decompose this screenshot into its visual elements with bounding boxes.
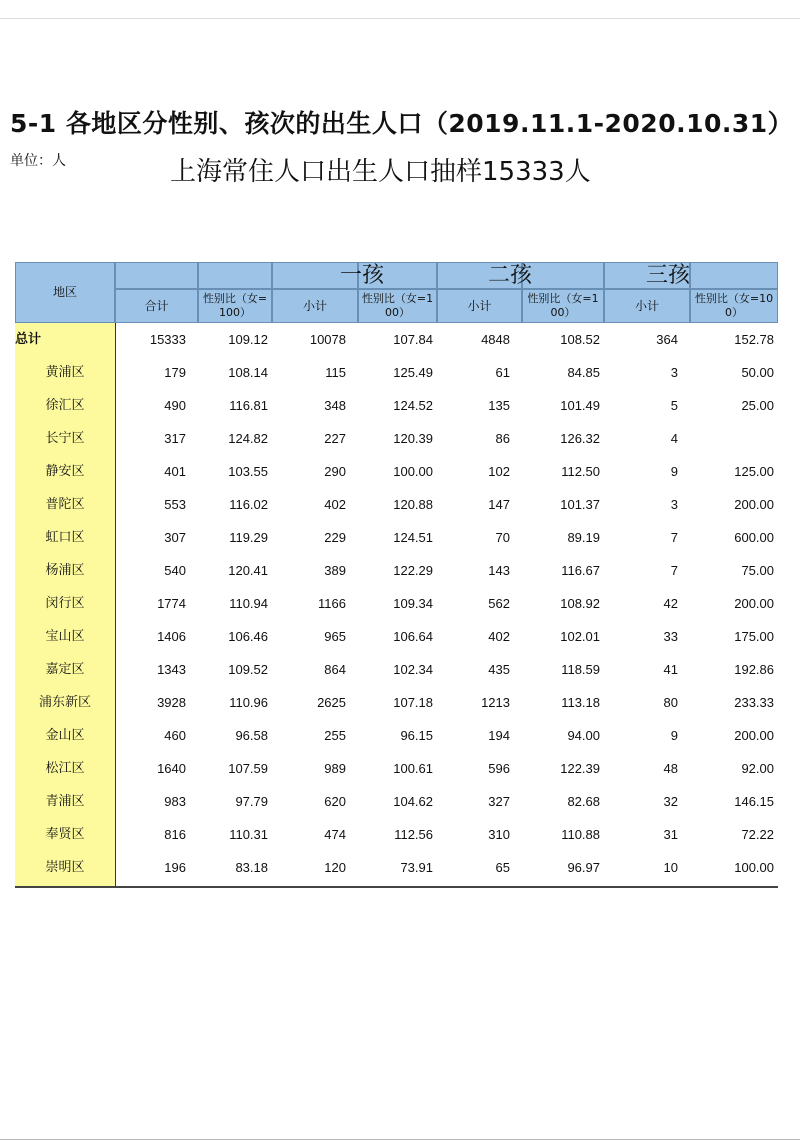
count-cell: 10 bbox=[663, 860, 678, 875]
table-row bbox=[15, 521, 778, 554]
count-cell: 7 bbox=[670, 530, 678, 545]
ratio-cell: 124.82 bbox=[228, 431, 268, 446]
ratio-cell: 103.55 bbox=[228, 464, 268, 479]
ratio-cell: 120.41 bbox=[228, 563, 268, 578]
count-cell: 348 bbox=[324, 398, 346, 413]
ratio-cell: 119.29 bbox=[229, 530, 268, 545]
count-cell: 4848 bbox=[481, 332, 510, 347]
count-cell: 3 bbox=[670, 497, 678, 512]
count-cell: 553 bbox=[164, 497, 186, 512]
count-cell: 4 bbox=[670, 431, 678, 446]
ratio-cell: 125.49 bbox=[393, 365, 433, 380]
table-row bbox=[15, 686, 778, 719]
count-cell: 1406 bbox=[157, 629, 186, 644]
ratio-cell: 152.78 bbox=[734, 332, 774, 347]
region-name: 虹口区 bbox=[45, 530, 85, 545]
region-name: 闵行区 bbox=[45, 596, 85, 611]
count-cell: 42 bbox=[663, 596, 678, 611]
ratio-cell: 110.31 bbox=[229, 827, 268, 842]
ratio-cell: 233.33 bbox=[734, 695, 774, 710]
top-divider bbox=[0, 18, 800, 19]
count-cell: 255 bbox=[324, 728, 346, 743]
count-cell: 402 bbox=[488, 629, 510, 644]
ratio-cell: 110.96 bbox=[229, 695, 268, 710]
table-row bbox=[15, 719, 778, 752]
ratio-cell: 96.97 bbox=[567, 860, 600, 875]
count-cell: 540 bbox=[164, 563, 186, 578]
region-name: 浦东新区 bbox=[38, 695, 91, 710]
count-cell: 10078 bbox=[309, 332, 346, 347]
table-row bbox=[15, 752, 778, 785]
count-cell: 364 bbox=[656, 332, 678, 347]
ratio-cell: 110.88 bbox=[561, 827, 600, 842]
ratio-cell: 83.18 bbox=[235, 860, 268, 875]
count-cell: 1166 bbox=[318, 596, 346, 611]
ratio-cell: 120.39 bbox=[393, 431, 433, 446]
header-sex-ratio: 性别比（女=100） bbox=[690, 289, 778, 323]
region-name: 黄浦区 bbox=[45, 365, 85, 380]
count-cell: 620 bbox=[324, 794, 346, 809]
count-cell: 86 bbox=[495, 431, 510, 446]
count-cell: 32 bbox=[663, 794, 678, 809]
ratio-cell: 89.19 bbox=[567, 530, 600, 545]
ratio-cell: 97.79 bbox=[235, 794, 268, 809]
ratio-cell: 84.85 bbox=[567, 365, 600, 380]
ratio-cell: 109.12 bbox=[228, 332, 268, 347]
count-cell: 48 bbox=[663, 761, 678, 776]
count-cell: 402 bbox=[324, 497, 346, 512]
ratio-cell: 200.00 bbox=[734, 596, 774, 611]
header-sex-ratio: 性别比（女=100） bbox=[522, 289, 604, 323]
count-cell: 227 bbox=[324, 431, 346, 446]
region-name: 长宁区 bbox=[45, 431, 85, 446]
count-cell: 5 bbox=[670, 398, 678, 413]
count-cell: 9 bbox=[670, 464, 678, 479]
count-cell: 965 bbox=[324, 629, 346, 644]
ratio-cell: 92.00 bbox=[741, 761, 774, 776]
ratio-cell: 120.88 bbox=[393, 497, 433, 512]
region-name: 金山区 bbox=[45, 728, 85, 743]
ratio-cell: 106.46 bbox=[228, 629, 268, 644]
unit-label: 单位：人 bbox=[10, 153, 66, 169]
ratio-cell: 96.15 bbox=[400, 728, 433, 743]
count-cell: 65 bbox=[495, 860, 510, 875]
ratio-cell: 104.62 bbox=[393, 794, 433, 809]
ratio-cell: 100.61 bbox=[393, 761, 433, 776]
table-row bbox=[15, 818, 778, 851]
ratio-cell: 175.00 bbox=[734, 629, 774, 644]
count-cell: 7 bbox=[670, 563, 678, 578]
region-name: 嘉定区 bbox=[45, 662, 85, 677]
ratio-cell: 122.39 bbox=[560, 761, 600, 776]
count-cell: 1640 bbox=[157, 761, 186, 776]
count-cell: 194 bbox=[488, 728, 510, 743]
count-cell: 80 bbox=[663, 695, 678, 710]
ratio-cell: 75.00 bbox=[741, 563, 774, 578]
table-bottom-rule bbox=[15, 886, 778, 888]
count-cell: 401 bbox=[164, 464, 186, 479]
ratio-cell: 124.52 bbox=[393, 398, 433, 413]
ratio-cell: 106.64 bbox=[393, 629, 433, 644]
count-cell: 290 bbox=[324, 464, 346, 479]
table-row bbox=[15, 620, 778, 653]
ratio-cell: 108.14 bbox=[228, 365, 268, 380]
region-name: 宝山区 bbox=[45, 629, 85, 644]
ratio-cell bbox=[690, 422, 774, 455]
table-row bbox=[15, 422, 778, 455]
ratio-cell: 101.49 bbox=[560, 398, 600, 413]
ratio-cell: 200.00 bbox=[734, 497, 774, 512]
ratio-cell: 192.86 bbox=[734, 662, 774, 677]
count-cell: 102 bbox=[488, 464, 510, 479]
ratio-cell: 116.67 bbox=[561, 563, 600, 578]
count-cell: 596 bbox=[488, 761, 510, 776]
count-cell: 327 bbox=[488, 794, 510, 809]
region-name: 总计 bbox=[15, 332, 42, 347]
table-row bbox=[15, 851, 778, 884]
table-row bbox=[15, 587, 778, 620]
ratio-cell: 101.37 bbox=[560, 497, 600, 512]
region-name: 崇明区 bbox=[45, 860, 85, 875]
ratio-cell: 73.91 bbox=[400, 860, 433, 875]
ratio-cell: 107.84 bbox=[393, 332, 433, 347]
ratio-cell: 109.52 bbox=[228, 662, 268, 677]
table-row bbox=[15, 554, 778, 587]
count-cell: 307 bbox=[164, 530, 186, 545]
region-name: 奉贤区 bbox=[45, 827, 85, 842]
ratio-cell: 124.51 bbox=[393, 530, 433, 545]
count-cell: 460 bbox=[164, 728, 186, 743]
ratio-cell: 100.00 bbox=[393, 464, 433, 479]
count-cell: 389 bbox=[324, 563, 346, 578]
ratio-cell: 72.22 bbox=[741, 827, 774, 842]
count-cell: 562 bbox=[488, 596, 510, 611]
header-group-1: 一孩 bbox=[340, 263, 385, 288]
region-name: 普陀区 bbox=[45, 497, 85, 512]
total-row bbox=[15, 323, 778, 356]
ratio-cell: 112.50 bbox=[561, 464, 600, 479]
header-top-cell bbox=[690, 262, 778, 289]
count-cell: 229 bbox=[324, 530, 346, 545]
header-count: 小计 bbox=[604, 289, 690, 323]
ratio-cell: 116.02 bbox=[229, 497, 268, 512]
region-name: 杨浦区 bbox=[45, 563, 85, 578]
header-sex-ratio: 性别比（女=100） bbox=[358, 289, 437, 323]
bottom-divider bbox=[0, 1139, 800, 1140]
header-sex-ratio: 性别比（女=100） bbox=[198, 289, 272, 323]
ratio-cell: 94.00 bbox=[567, 728, 600, 743]
ratio-cell: 118.59 bbox=[561, 662, 600, 677]
ratio-cell: 112.56 bbox=[394, 827, 433, 842]
count-cell: 1213 bbox=[481, 695, 510, 710]
count-cell: 9 bbox=[670, 728, 678, 743]
count-cell: 115 bbox=[325, 365, 346, 380]
table-title: 5-1 各地区分性别、孩次的出生人口（2019.11.1-2020.10.31） bbox=[10, 109, 794, 138]
count-cell: 435 bbox=[488, 662, 510, 677]
ratio-cell: 600.00 bbox=[734, 530, 774, 545]
ratio-cell: 50.00 bbox=[741, 365, 774, 380]
count-cell: 196 bbox=[164, 860, 186, 875]
count-cell: 864 bbox=[324, 662, 346, 677]
count-cell: 147 bbox=[488, 497, 510, 512]
ratio-cell: 122.29 bbox=[393, 563, 433, 578]
ratio-cell: 25.00 bbox=[741, 398, 774, 413]
ratio-cell: 146.15 bbox=[734, 794, 774, 809]
ratio-cell: 116.81 bbox=[229, 398, 268, 413]
count-cell: 3928 bbox=[157, 695, 186, 710]
ratio-cell: 102.01 bbox=[560, 629, 600, 644]
ratio-cell: 126.32 bbox=[560, 431, 600, 446]
count-cell: 816 bbox=[164, 827, 186, 842]
ratio-cell: 125.00 bbox=[734, 464, 774, 479]
count-cell: 2625 bbox=[317, 695, 346, 710]
count-cell: 70 bbox=[495, 530, 510, 545]
ratio-cell: 200.00 bbox=[734, 728, 774, 743]
count-cell: 474 bbox=[324, 827, 346, 842]
count-cell: 179 bbox=[164, 365, 186, 380]
ratio-cell: 100.00 bbox=[734, 860, 774, 875]
count-cell: 61 bbox=[495, 365, 510, 380]
count-cell: 31 bbox=[663, 827, 678, 842]
ratio-cell: 96.58 bbox=[235, 728, 268, 743]
ratio-cell: 107.59 bbox=[228, 761, 268, 776]
table-row bbox=[15, 785, 778, 818]
ratio-cell: 108.52 bbox=[560, 332, 600, 347]
count-cell: 15333 bbox=[149, 332, 186, 347]
header-count: 合计 bbox=[115, 289, 198, 323]
count-cell: 33 bbox=[663, 629, 678, 644]
count-cell: 143 bbox=[488, 563, 510, 578]
table-row bbox=[15, 653, 778, 686]
count-cell: 3 bbox=[670, 365, 678, 380]
ratio-cell: 107.18 bbox=[393, 695, 433, 710]
region-name: 静安区 bbox=[45, 464, 85, 479]
count-cell: 135 bbox=[488, 398, 510, 413]
header-group-3: 三孩 bbox=[646, 263, 691, 288]
header-count: 小计 bbox=[272, 289, 358, 323]
region-name: 松江区 bbox=[45, 761, 85, 776]
subtitle: 上海常住人口出生人口抽样15333人 bbox=[170, 157, 591, 187]
table-row bbox=[15, 488, 778, 521]
table-row bbox=[15, 455, 778, 488]
header-top-cell bbox=[522, 262, 604, 289]
count-cell: 310 bbox=[488, 827, 510, 842]
header-region: 地区 bbox=[15, 262, 115, 323]
count-cell: 120 bbox=[324, 860, 346, 875]
ratio-cell: 109.34 bbox=[393, 596, 433, 611]
count-cell: 989 bbox=[324, 761, 346, 776]
region-name: 徐汇区 bbox=[45, 398, 85, 413]
count-cell: 983 bbox=[164, 794, 186, 809]
count-cell: 41 bbox=[663, 662, 678, 677]
ratio-cell: 102.34 bbox=[393, 662, 433, 677]
count-cell: 317 bbox=[164, 431, 186, 446]
ratio-cell: 108.92 bbox=[560, 596, 600, 611]
ratio-cell: 113.18 bbox=[561, 695, 600, 710]
header-top-cell bbox=[115, 262, 198, 289]
region-name: 青浦区 bbox=[45, 794, 85, 809]
header-group-2: 二孩 bbox=[488, 263, 533, 288]
count-cell: 1343 bbox=[157, 662, 186, 677]
table-row bbox=[15, 389, 778, 422]
count-cell: 1774 bbox=[157, 596, 186, 611]
header-count: 小计 bbox=[437, 289, 522, 323]
header-top-cell bbox=[198, 262, 272, 289]
ratio-cell: 82.68 bbox=[567, 794, 600, 809]
count-cell: 490 bbox=[164, 398, 186, 413]
ratio-cell: 110.94 bbox=[229, 596, 268, 611]
table-row bbox=[15, 356, 778, 389]
